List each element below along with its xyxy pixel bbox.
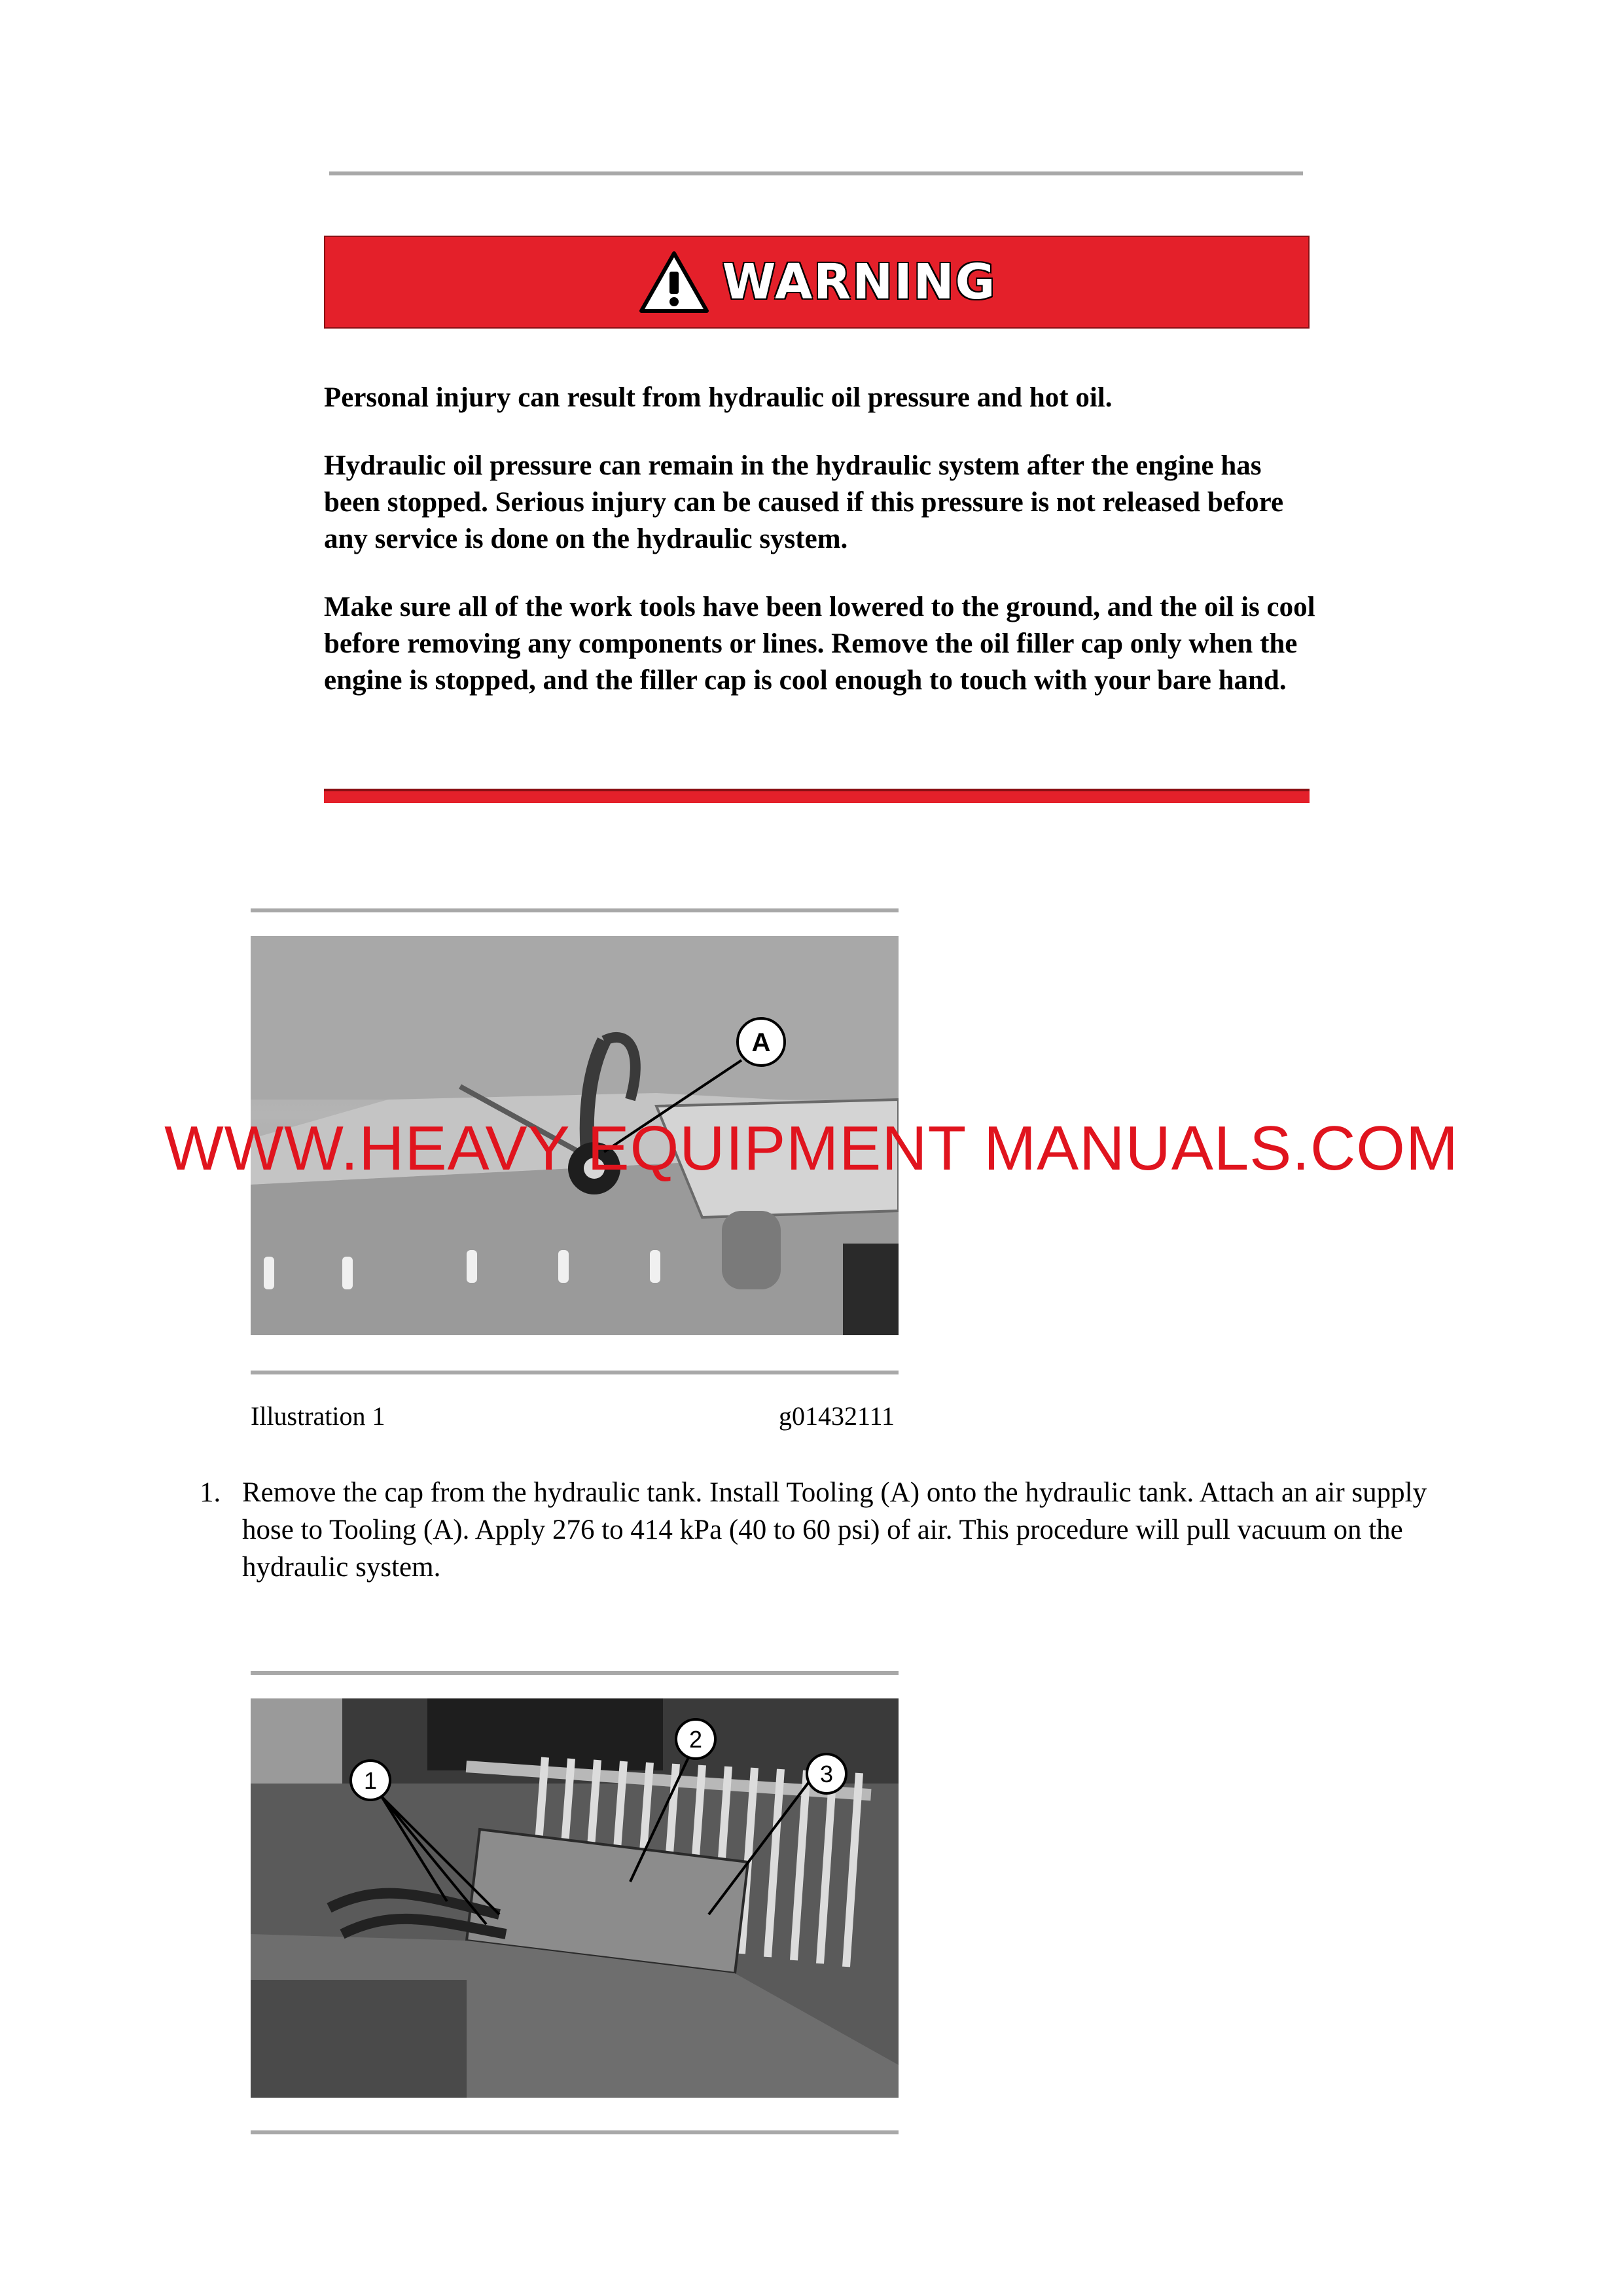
watermark: WWW.HEAVY EQUIPMENT MANUALS.COM <box>164 1113 1459 1183</box>
illustration-1-callout: A <box>751 1028 771 1057</box>
warning-banner <box>324 236 1310 329</box>
illustration-2-callout-2: 2 <box>688 1726 703 1753</box>
step-text: Remove the cap from the hydraulic tank. Install Tooling (A) onto the hydraulic tank. Attach an air supply hose to Tooling (A). Apply 276 to 414 kPa (40 to 60 psi) of air. This procedure will pull vacuum on the hydraulic system. <box>242 1477 1427 1583</box>
illustration-1-bottom-divider <box>251 1371 899 1374</box>
top-divider <box>329 171 1303 175</box>
step-number: 1. <box>200 1477 221 1508</box>
warning-paragraph-1: Personal injury can result from hydraulic oil pressure and hot oil. <box>324 382 1113 413</box>
illustration-2-callout-1: 1 <box>363 1767 378 1794</box>
warning-paragraph-2: Hydraulic oil pressure can remain in the hydraulic system after the engine has been stopped. Serious injury can be caused if this pressure is not released before any service is done on the hydraulic system. <box>324 450 1284 554</box>
illustration-2-bottom-divider <box>251 2130 899 2134</box>
warning-paragraph-3: Make sure all of the work tools have been lowered to the ground, and the oil is cool before removing any components or lines. Remove the oil filler cap only when the engine is stopped, and the filler cap is cool enough to touch with your bare hand. <box>324 592 1315 696</box>
illustration-1-label: Illustration 1 <box>251 1401 385 1431</box>
illustration-1-code: g01432111 <box>779 1401 895 1431</box>
illustration-2-photo <box>251 1698 899 2098</box>
warning-title: WARNING <box>722 254 997 310</box>
warning-bottom-bar <box>324 789 1310 803</box>
warning-triangle-icon <box>637 249 711 315</box>
procedure-step-1 <box>200 1474 1482 1586</box>
illustration-1-top-divider <box>251 908 899 912</box>
illustration-2-callout-3: 3 <box>819 1761 834 1787</box>
illustration-2-top-divider <box>251 1671 899 1675</box>
